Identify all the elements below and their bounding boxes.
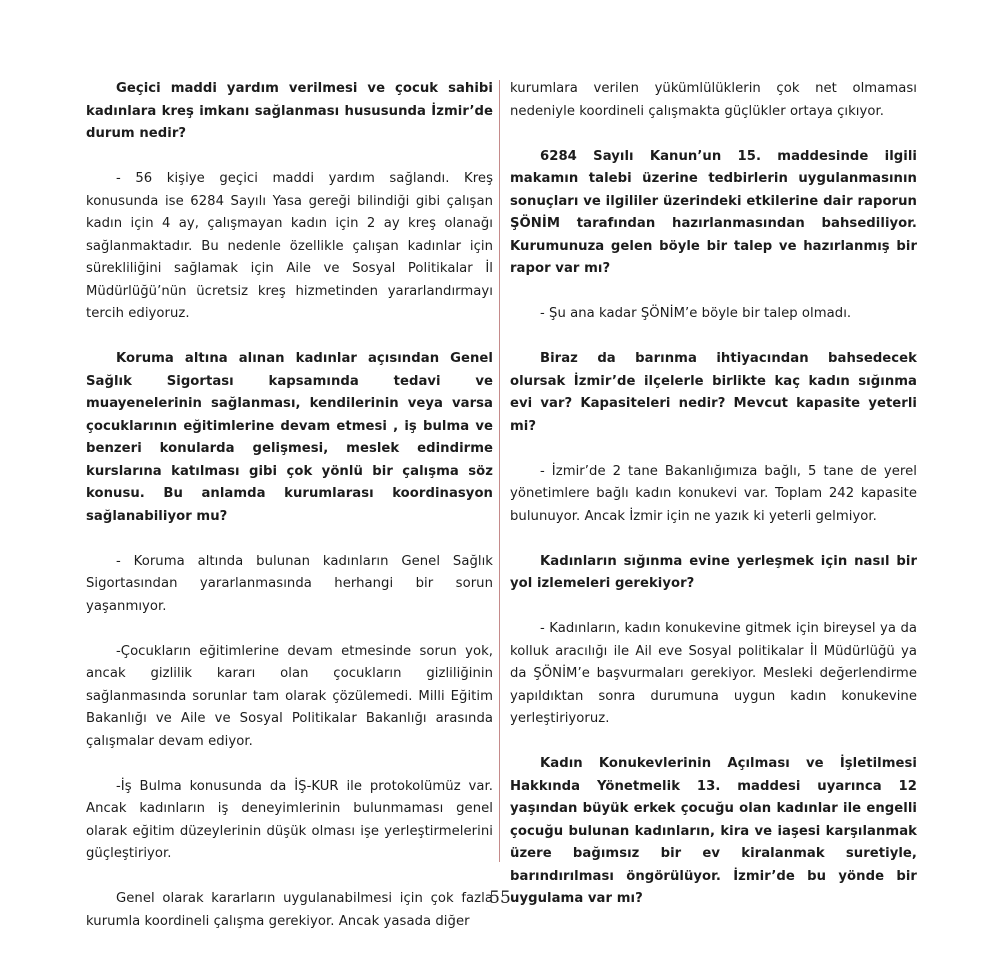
answer-paragraph: -Çocukların eğitimlerine devam etmesinde sorun yok, ancak gizlilik kararı olan çocukların gizliliğinin sağlanmasında sorunlar tam olarak çözülemedi. Milli Eğitim Bakanlığı ve Aile ve Sosyal Politikalar Bakanlığı arasında çalışmalar devam ediyor. [86,643,493,749]
answer-paragraph: - 56 kişiye geçici maddi yardım sağlandı. Kreş konusunda ise 6284 Sayılı Yasa gereği bilindiği gibi çalışan kadın için 4 ay, çalışmayan kadın için 2 ay kreş olanağı sağlanmaktadır. Bu nedenle özellikle çalışan kadınlar için sürekliliğini sağlamak için Aile ve Sosyal Politikalar İl Müdürlüğü’nün ücretsiz kreş hizmetinden yararlandırmayı tercih ediyoruz. [86,171,493,321]
question-paragraph: Kadın Konukevlerinin Açılması ve İşletilmesi Hakkında Yönetmelik 13. maddesi uyarınca 12 yaşından büyük erkek çocuğu olan kadınlar ile engelli çocuğu bulunan kadınların, kira ve iaşesi karşılanmak üzere bağımsız bir ev kiralanmak suretiyle, barındırılması öngörülüyor. İzmir’de bu yönde bir uygulama var mı? [510,756,917,906]
answer-paragraph: - Şu ana kadar ŞÖNİM’e böyle bir talep olmadı. [540,306,852,321]
question-paragraph: Kadınların sığınma evine yerleşmek için nasıl bir yol izlemeleri gerekiyor? [510,553,917,591]
left-column [86,78,493,956]
question-paragraph: Biraz da barınma ihtiyacından bahsedecek olursak İzmir’de ilçelerle birlikte kaç kadın sığınma evi var? Kapasiteleri nedir? Mevcut kapasite yeterli mi? [510,351,917,434]
answer-paragraph: Genel olarak kararların uygulanabilmesi için çok fazla kurumla koordineli çalışma gerekiyor. Ancak yasada diğer [86,891,493,929]
column-divider [499,80,500,862]
answer-paragraph: - Kadınların, kadın konukevine gitmek için bireysel ya da kolluk aracılığı ile Ail eve Sosyal politikalar İl Müdürlüğü ya da ŞÖNİM’e başvurmaları gerekiyor. Mesleki değerlendirme yapıldıktan sonra durumuna uygun kadın konukevine yerleştiriyoruz. [510,621,917,726]
answer-paragraph: - Koruma altında bulunan kadınların Genel Sağlık Sigortasından yararlanmasında herhangi bir sorun yaşanmıyor. [86,553,493,614]
page-number: 55 [489,888,511,908]
question-paragraph: 6284 Sayılı Kanun’un 15. maddesinde ilgili makamın talebi üzerine tedbirlerin uygulanmasının sonuçları ve ilgililer üzerindeki etkilerine dair raporun ŞÖNİM tarafından hazırlanmasından bahsediliyor. Kurumunuza gelen böyle bir talep ve hazırlanmış bir rapor var mı? [510,148,917,276]
right-column [510,78,917,933]
question-paragraph: Geçici maddi yardım verilmesi ve çocuk sahibi kadınlara kreş imkanı sağlanması hususunda İzmir’de durum nedir? [86,81,493,141]
answer-paragraph: - İzmir’de 2 tane Bakanlığımıza bağlı, 5 tane de yerel yönetimlere bağlı kadın konukevi var. Toplam 242 kapasite bulunuyor. Ancak İzmir için ne yazık ki yeterli gelmiyor. [510,463,917,524]
question-paragraph: Koruma altına alınan kadınlar açısından Genel Sağlık Sigortası kapsamında tedavi ve muayenelerinin sağlanması, kendilerinin veya varsa çocuklarının eğitimlerine devam etmesi , iş bulma ve benzeri konularda gelişmesi, meslek edindirme kurslarına katılması gibi çok yönlü bir çalışma söz konusu. Bu anlamda kurumlarası koordinasyon sağlanabiliyor mu? [86,351,493,524]
continued-paragraph: kurumlara verilen yükümlülüklerin çok net olmaması nedeniyle koordineli çalışmakta güçlükler ortaya çıkıyor. [510,81,917,119]
answer-paragraph: -İş Bulma konusunda da İŞ-KUR ile protokolümüz var. Ancak kadınların iş deneyimlerinin bulunmaması genel olarak eğitim düzeylerinin düşük olması işe yerleştirmelerini güçleştiriyor. [86,778,493,861]
